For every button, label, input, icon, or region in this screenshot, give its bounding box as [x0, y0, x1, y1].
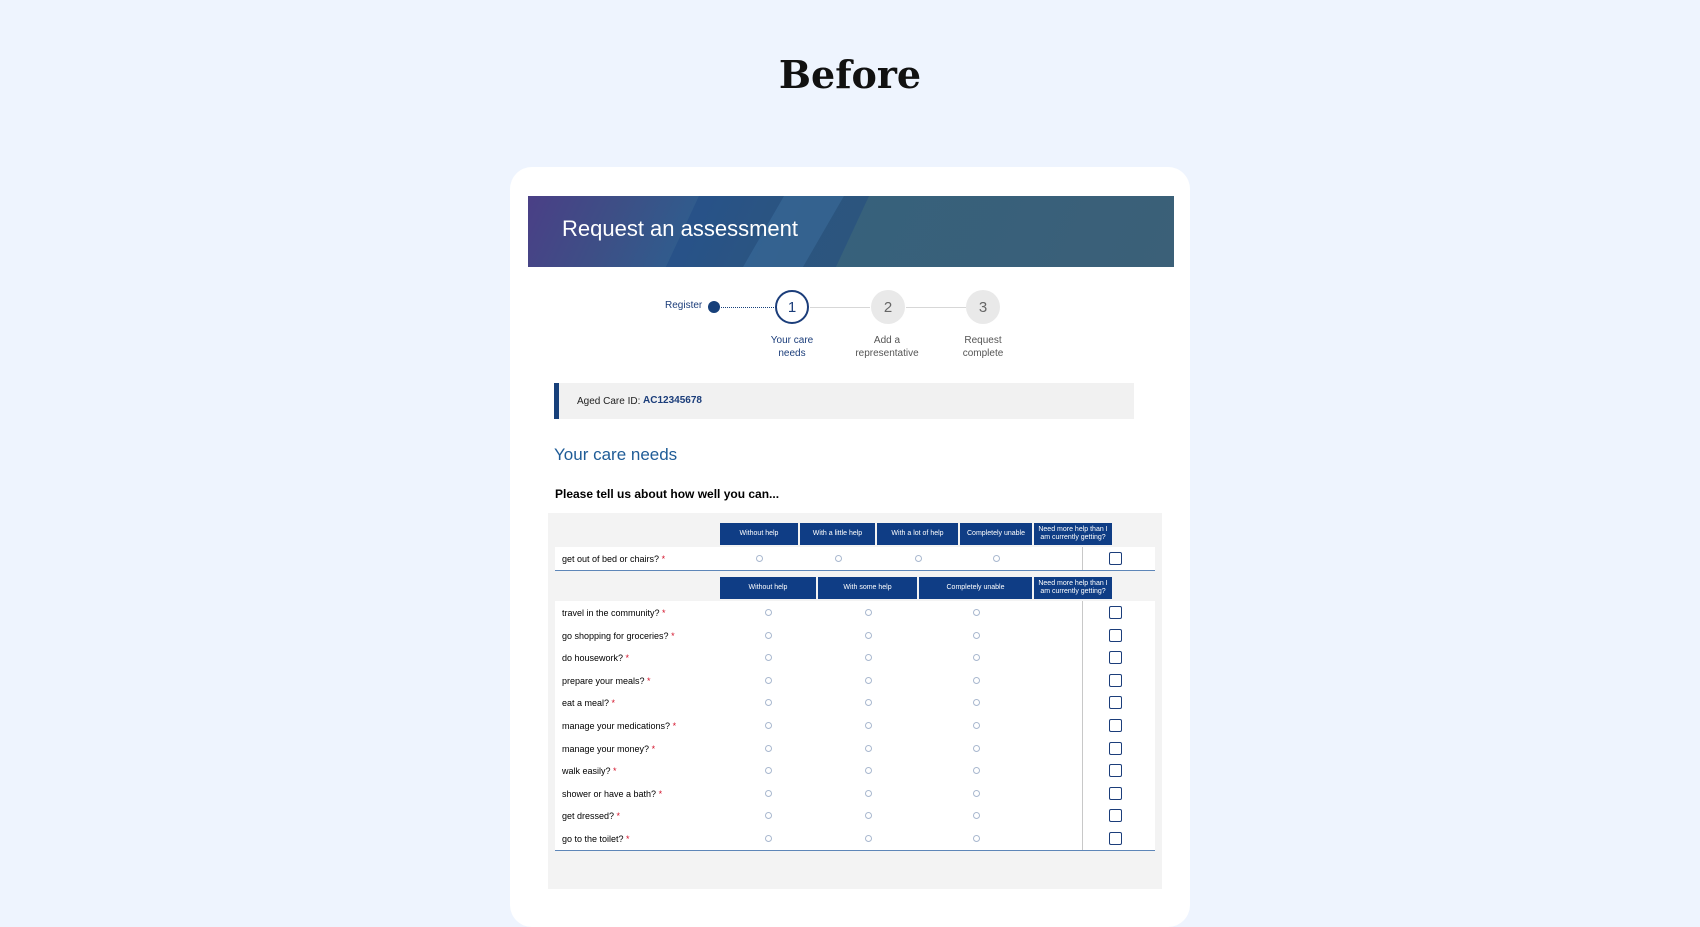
- required-asterisk: *: [611, 698, 616, 709]
- radio-option[interactable]: [973, 699, 980, 706]
- required-asterisk: *: [625, 653, 630, 664]
- column-header: With a lot of help: [877, 523, 958, 545]
- more-help-cell: [1082, 827, 1155, 850]
- table-row: [555, 646, 1155, 670]
- more-help-cell: [1082, 624, 1155, 647]
- form-card: [510, 167, 1190, 927]
- more-help-cell: [1082, 669, 1155, 692]
- row-question: get dressed? *: [562, 811, 621, 822]
- aged-care-id-label: Aged Care ID:: [577, 396, 641, 407]
- radio-option[interactable]: [973, 632, 980, 639]
- more-help-checkbox[interactable]: [1109, 651, 1122, 664]
- more-help-cell: [1082, 601, 1155, 624]
- radio-option[interactable]: [865, 812, 872, 819]
- more-help-checkbox[interactable]: [1109, 832, 1122, 845]
- table-row: [555, 827, 1155, 851]
- table-row: [555, 624, 1155, 648]
- table-row: [555, 804, 1155, 828]
- radio-option[interactable]: [973, 677, 980, 684]
- more-help-cell: [1082, 759, 1155, 782]
- required-asterisk: *: [671, 630, 675, 641]
- radio-option[interactable]: [865, 835, 872, 842]
- table-row: [555, 737, 1155, 761]
- row-question: manage your money? *: [562, 743, 656, 754]
- table-row: [555, 691, 1155, 715]
- table-row: [555, 782, 1155, 806]
- table-row: [555, 714, 1155, 738]
- column-header: Completely unable: [919, 577, 1032, 599]
- step-register-dot: [708, 301, 720, 313]
- column-header: Without help: [720, 523, 798, 545]
- more-help-cell: [1082, 691, 1155, 714]
- radio-option[interactable]: [915, 555, 922, 562]
- radio-option[interactable]: [973, 609, 980, 616]
- step-1-circle: 1: [775, 290, 809, 324]
- more-help-cell: [1082, 737, 1155, 760]
- radio-option[interactable]: [973, 835, 980, 842]
- row-question: go shopping for groceries? *: [562, 630, 675, 641]
- radio-option[interactable]: [765, 654, 772, 661]
- radio-option[interactable]: [973, 745, 980, 752]
- radio-option[interactable]: [765, 632, 772, 639]
- radio-option[interactable]: [765, 722, 772, 729]
- table-row: [555, 759, 1155, 783]
- more-help-cell: [1082, 714, 1155, 737]
- column-header: Completely unable: [960, 523, 1032, 545]
- radio-option[interactable]: [865, 722, 872, 729]
- radio-option[interactable]: [865, 677, 872, 684]
- radio-option[interactable]: [765, 609, 772, 616]
- row-question: shower or have a bath? *: [562, 788, 663, 799]
- more-help-cell: [1082, 547, 1155, 570]
- more-help-checkbox[interactable]: [1109, 742, 1122, 755]
- required-asterisk: *: [647, 675, 651, 686]
- radio-option[interactable]: [765, 835, 772, 842]
- radio-option[interactable]: [865, 767, 872, 774]
- step-3-label: Request complete: [962, 335, 1004, 359]
- step-2-label: Add a representative: [855, 335, 919, 359]
- more-help-checkbox[interactable]: [1109, 809, 1122, 822]
- radio-option[interactable]: [973, 812, 980, 819]
- required-asterisk: *: [616, 811, 621, 822]
- more-help-cell: [1082, 804, 1155, 827]
- aged-care-id-value: AC12345678: [643, 395, 702, 406]
- required-asterisk: *: [626, 834, 630, 844]
- aged-care-id-bar: [554, 383, 1134, 419]
- step-connector: [721, 307, 776, 308]
- column-header: With a little help: [800, 523, 875, 545]
- radio-option[interactable]: [865, 745, 872, 752]
- radio-option[interactable]: [973, 722, 980, 729]
- row-question: prepare your meals? *: [562, 675, 651, 686]
- radio-option[interactable]: [973, 790, 980, 797]
- page-heading: Before: [778, 52, 922, 97]
- radio-option[interactable]: [865, 790, 872, 797]
- more-help-checkbox[interactable]: [1109, 764, 1122, 777]
- radio-option[interactable]: [765, 745, 772, 752]
- required-asterisk: *: [661, 554, 666, 564]
- column-header: With some help: [818, 577, 917, 599]
- required-asterisk: *: [651, 743, 656, 754]
- question-prompt: Please tell us about how well you can...: [555, 487, 780, 501]
- radio-option[interactable]: [765, 677, 772, 684]
- row-question: get out of bed or chairs? *: [562, 554, 666, 564]
- header-banner: [528, 196, 1174, 267]
- more-help-checkbox[interactable]: [1109, 552, 1122, 565]
- column-header: Without help: [720, 577, 816, 599]
- radio-option[interactable]: [865, 609, 872, 616]
- row-question: do housework? *: [562, 653, 630, 664]
- more-help-cell: [1082, 782, 1155, 805]
- radio-option[interactable]: [756, 555, 763, 562]
- required-asterisk: *: [613, 766, 617, 777]
- required-asterisk: *: [662, 608, 666, 618]
- section-title: Your care needs: [554, 445, 678, 464]
- more-help-checkbox[interactable]: [1109, 719, 1122, 732]
- column-header-more-help: Need more help than I am currently getting?: [1034, 523, 1112, 545]
- radio-option[interactable]: [835, 555, 842, 562]
- radio-option[interactable]: [765, 767, 772, 774]
- step-connector: [906, 307, 966, 308]
- table-row: [555, 601, 1155, 625]
- required-asterisk: *: [672, 721, 677, 731]
- row-question: go to the toilet? *: [562, 834, 630, 844]
- radio-option[interactable]: [865, 632, 872, 639]
- radio-option[interactable]: [765, 699, 772, 706]
- row-question: eat a meal? *: [562, 698, 616, 709]
- row-question: manage your medications? *: [562, 721, 677, 731]
- step-1-label: Your care needs: [770, 335, 814, 359]
- more-help-checkbox[interactable]: [1109, 787, 1122, 800]
- radio-option[interactable]: [973, 654, 980, 661]
- step-2-circle: 2: [871, 290, 905, 324]
- table-row: [555, 547, 1155, 571]
- more-help-checkbox[interactable]: [1109, 629, 1122, 642]
- care-needs-table: [548, 513, 1162, 889]
- row-question: walk easily? *: [562, 766, 617, 777]
- radio-option[interactable]: [865, 654, 872, 661]
- step-3-circle: 3: [966, 290, 1000, 324]
- step-connector: [810, 307, 870, 308]
- table-row: [555, 669, 1155, 693]
- radio-option[interactable]: [993, 555, 1000, 562]
- more-help-cell: [1082, 646, 1155, 669]
- column-header-more-help: Need more help than I am currently getting?: [1034, 577, 1112, 599]
- step-register-label: Register: [665, 300, 703, 311]
- page-title: Request an assessment: [562, 216, 799, 241]
- more-help-checkbox[interactable]: [1109, 696, 1122, 709]
- radio-option[interactable]: [765, 790, 772, 797]
- more-help-checkbox[interactable]: [1109, 606, 1122, 619]
- progress-stepper: [510, 285, 1190, 375]
- radio-option[interactable]: [765, 812, 772, 819]
- more-help-checkbox[interactable]: [1109, 674, 1122, 687]
- row-question: travel in the community? *: [562, 608, 666, 618]
- required-asterisk: *: [658, 788, 663, 799]
- radio-option[interactable]: [973, 767, 980, 774]
- radio-option[interactable]: [865, 699, 872, 706]
